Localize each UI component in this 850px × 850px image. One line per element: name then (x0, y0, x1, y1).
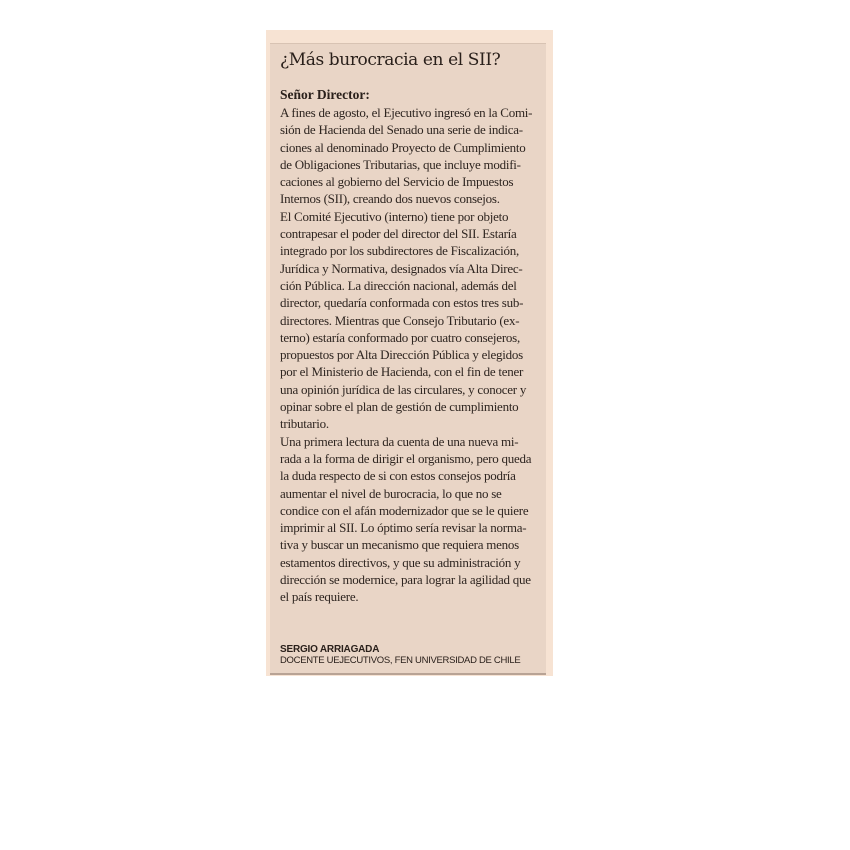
body-line: aumentar el nivel de burocracia, lo que no se (280, 485, 502, 501)
body-line: de Obligaciones Tributarias, que incluye modifi- (280, 156, 521, 172)
body-line: sión de Hacienda del Senado una serie de indica- (280, 122, 523, 138)
letter-headline: ¿Más burocracia en el SII? (280, 50, 501, 70)
body-line: rada a la forma de dirigir el organismo, pero queda (280, 450, 532, 466)
body-line: contrapesar el poder del director del SII. Estaría (280, 226, 517, 242)
newspaper-clipping (266, 30, 553, 676)
body-line: dirección se modernice, para lograr la agilidad que (280, 572, 531, 588)
body-line: El Comité Ejecutivo (interno) tiene por objeto (280, 208, 509, 224)
letter-salutation: Señor Director: (280, 87, 370, 102)
body-line: ciones al denominado Proyecto de Cumplimiento (280, 139, 526, 155)
body-line: tiva y buscar un mecanismo que requiera menos (280, 537, 519, 553)
body-line: ción Pública. La dirección nacional, además del (280, 277, 517, 293)
body-line: director, quedaría conformada con estos tres sub- (280, 295, 524, 311)
body-line: integrado por los subdirectores de Fiscalización, (280, 243, 520, 259)
body-line: caciones al gobierno del Servicio de Impuestos (280, 174, 514, 190)
body-line: condice con el afán modernizador que se le quiere (280, 502, 529, 518)
letter-body (280, 104, 552, 606)
body-line: estamentos directivos, y que su administración y (280, 554, 521, 570)
body-line: propuestos por Alta Dirección Pública y elegidos (280, 347, 523, 363)
author-name: SERGIO ARRIAGADA (280, 644, 380, 655)
body-line: el país requiere. (280, 589, 359, 605)
body-line: directores. Mientras que Consejo Tributario (ex- (280, 312, 520, 328)
body-line: tributario. (280, 416, 329, 432)
body-line: la duda respecto de si con estos consejos podría (280, 468, 516, 484)
author-role: DOCENTE UEJECUTIVOS, FEN UNIVERSIDAD DE CHILE (280, 655, 521, 666)
body-line: terno) estaría conformado por cuatro consejeros, (280, 329, 520, 345)
body-line: Internos (SII), creando dos nuevos consejos. (280, 191, 500, 207)
body-line: Una primera lectura da cuenta de una nueva mi- (280, 433, 519, 449)
body-line: imprimir al SII. Lo óptimo sería revisar la norma- (280, 520, 527, 536)
body-line: una opinión jurídica de las circulares, y conocer y (280, 381, 527, 397)
letter-box (270, 43, 546, 675)
body-line: por el Ministerio de Hacienda, con el fin de tener (280, 364, 524, 380)
body-line: A fines de agosto, el Ejecutivo ingresó en la Comi- (280, 105, 533, 120)
body-line: Jurídica y Normativa, designados vía Alta Direc- (280, 260, 523, 276)
body-line: opinar sobre el plan de gestión de cumplimiento (280, 399, 519, 415)
